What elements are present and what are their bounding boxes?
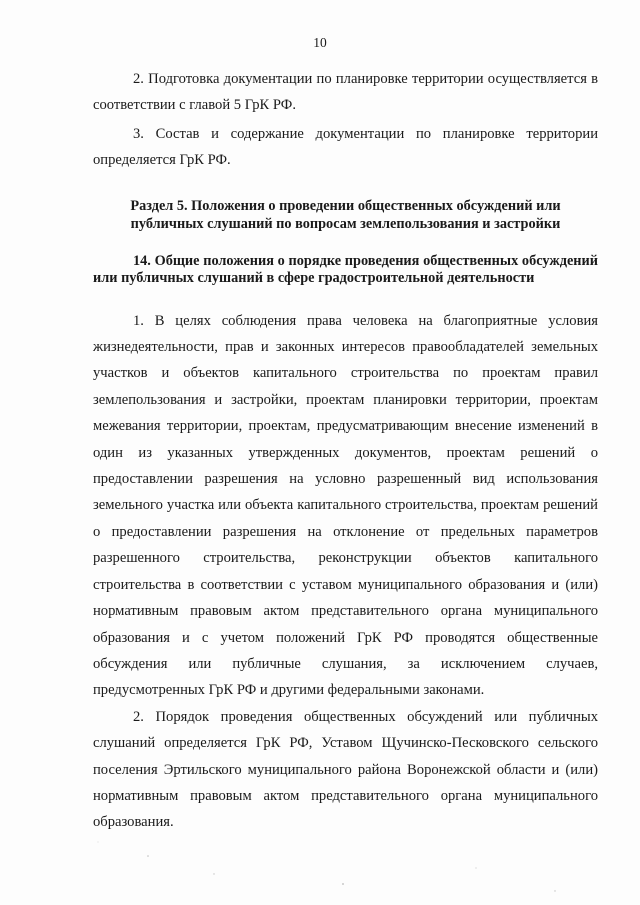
paragraph-3: 3. Состав и содержание документации по планировке территории определяется ГрК РФ. <box>93 125 598 169</box>
article-paragraph-1: 1. В целях соблюдения права человека на благоприятные условия жизнедеятельности, прав и законных интересов правообладателей земельных участков и объектов капитального строительства по проектам правил землепользования и застройки, проектам планировки территории, проектам межевания территории, проектам, предусматривающим внесение изменений в один из указанных утвержденных документов, проектам решений о предоставлении разрешения на условно разрешенный вид использования земельного участка или объекта капитального строительства, проектам решений о предоставлении разрешения на отклонение от предельных параметров разрешенного строительства, реконструкции объектов капитального строительства в соответствии с уставом муниципального образования и (или) нормативным правовым актом представительного органа муниципального образования и с учетом положений ГрК РФ проводятся общественные обсуждения или публичные слушания, за исключением случаев, предусмотренных ГрК РФ и другими федеральными законами. <box>93 312 598 699</box>
article-heading: 14. Общие положения о порядке проведения общественных обсуждений или публичных слушаний в сфере градостроительной деятельности <box>93 252 598 286</box>
paragraph-2: 2. Подготовка документации по планировке территории осуществляется в соответствии с главой 5 ГрК РФ. <box>93 71 598 114</box>
page-content <box>93 66 598 836</box>
section-heading: Раздел 5. Положения о проведении общественных обсуждений или публичных слушаний по вопросам землепользования и застройки <box>130 197 561 232</box>
article-paragraph-2: 2. Порядок проведения общественных обсуждений или публичных слушаний определяется ГрК РФ, Уставом Щучинско-Песковского сельского поселения Эртильского муниципального района Воронежской области и (или) нормативным правовым актом представительного органа муниципального образования. <box>93 708 598 831</box>
page-number: 10 <box>313 35 327 50</box>
